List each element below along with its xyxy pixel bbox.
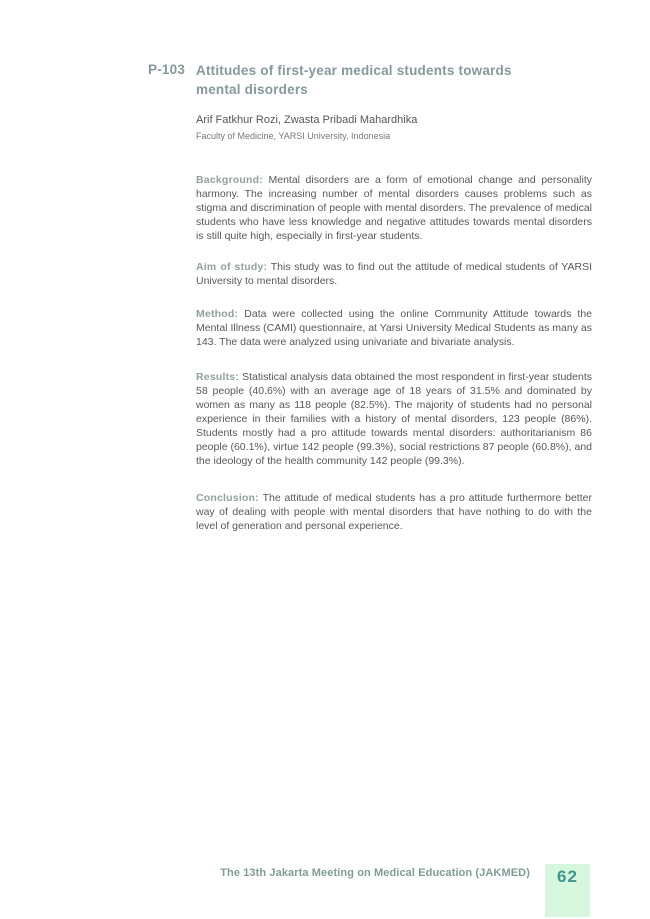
section-background-text: Mental disorders are a form of emotional change and personality harmony. The increasing number of mental disorders causes problems such as stigma and discrimination of people with mental disorders. The prevalence of medical students who have less knowledge and negative attitudes towards mental disorders is still quite high, especially in first-year students. xyxy=(196,174,592,242)
section-method-text: Data were collected using the online Community Attitude towards the Mental Illness (CAMI) questionnaire, at Yarsi University Medical Students as many as 143. The data were analyzed using univariate and bivariate analysis. xyxy=(196,308,593,348)
page-number: 62 xyxy=(557,867,578,886)
footer-conference-title: The 13th Jakarta Meeting on Medical Education (JAKMED) xyxy=(220,867,530,879)
section-aim-of-study xyxy=(196,260,592,288)
section-conclusion xyxy=(196,491,592,533)
section-method-label: Method: xyxy=(196,308,239,320)
section-results-text: Statistical analysis data obtained the most respondent in first-year students 58 people (40.6%) with an average age of 18 years of 31.5% and dominated by women as many as 118 people (82.5%). The majority of students had no personal experience in their families with a history of mental disorders, 123 people (86%). Students mostly had a pro attitude towards mental disorders: authoritarianism 86 people (60.1%), virtue 142 people (99.3%), social restrictions 87 people (60.8%), and the ideology of the health community 142 people (99.3%). xyxy=(196,371,592,467)
authors: Arif Fatkhur Rozi, Zwasta Pribadi Mahardhika xyxy=(196,114,418,126)
section-background-label: Background: xyxy=(196,174,263,186)
section-results xyxy=(196,370,592,468)
paper-title-line2: mental disorders xyxy=(196,81,308,97)
page-number-box xyxy=(545,864,590,917)
paper-id: P-103 xyxy=(148,62,186,77)
section-results-label: Results: xyxy=(196,371,240,383)
section-method xyxy=(196,307,592,349)
section-conclusion-label: Conclusion: xyxy=(196,492,259,504)
affiliation: Faculty of Medicine, YARSI University, Indonesia xyxy=(196,131,391,141)
section-aim-of-study-text: This study was to find out the attitude of medical students of YARSI University to mental disorders. xyxy=(196,261,592,287)
section-background xyxy=(196,173,592,243)
paper-title xyxy=(196,62,576,99)
section-conclusion-text: The attitude of medical students has a pro attitude furthermore better way of dealing with people with mental disorders that have nothing to do with the level of generation and personal experience. xyxy=(196,492,592,532)
paper-title-line1: Attitudes of first-year medical students towards xyxy=(196,63,512,78)
section-aim-of-study-label: Aim of study: xyxy=(196,261,268,273)
